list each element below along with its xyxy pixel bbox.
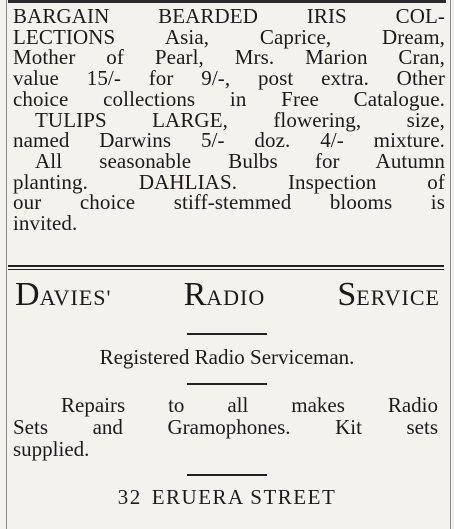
short-divider [187, 333, 267, 335]
repairs-paragraph [13, 394, 438, 460]
heading-word-davies: DAVIES' [15, 276, 112, 313]
ad-line: value 15/- for 9/-, post extra. Other [13, 66, 445, 91]
ad-line: All seasonable Bulbs for Autumn [35, 148, 445, 173]
ad-line: planting. DAHLIAS. Inspection of [13, 169, 445, 194]
short-divider [187, 383, 267, 385]
section-divider [8, 265, 444, 267]
ad-line: choice collections in Free Catalogue. [13, 86, 445, 111]
registered-serviceman-line: Registered Radio Serviceman. [99, 345, 355, 369]
right-column-rule [450, 0, 451, 529]
ad-line: our choice stiff-stemmed blooms is [13, 190, 445, 215]
iris-advertisement [13, 6, 445, 234]
repairs-line: Repairs to all makes Radio [61, 393, 438, 417]
short-divider [187, 474, 267, 476]
heading-word-service: SERVICE [337, 276, 440, 313]
top-border-rule [8, 0, 446, 3]
address-number: 32 [117, 485, 142, 509]
heading-word-radio: RADIO [183, 276, 266, 313]
ad-line: TULIPS LARGE, flowering, size, [35, 107, 445, 132]
ad-line: BARGAIN BEARDED IRIS COL- [13, 4, 445, 28]
radio-ad-heading [15, 276, 440, 314]
ad-line: invited. [13, 211, 78, 236]
left-column-rule [6, 0, 7, 529]
section-divider-thin [8, 269, 444, 270]
ad-line: Mother of Pearl, Mrs. Marion Cran, [13, 45, 445, 70]
repairs-line: supplied. [13, 437, 90, 461]
ad-line: named Darwins 5/- doz. 4/- mixture. [13, 128, 445, 153]
address-line [0, 485, 454, 510]
repairs-line: Sets and Gramophones. Kit sets [13, 415, 438, 439]
address-street: ERUERA STREET [151, 485, 337, 509]
ad-line: LECTIONS Asia, Caprice, Dream, [13, 24, 445, 49]
